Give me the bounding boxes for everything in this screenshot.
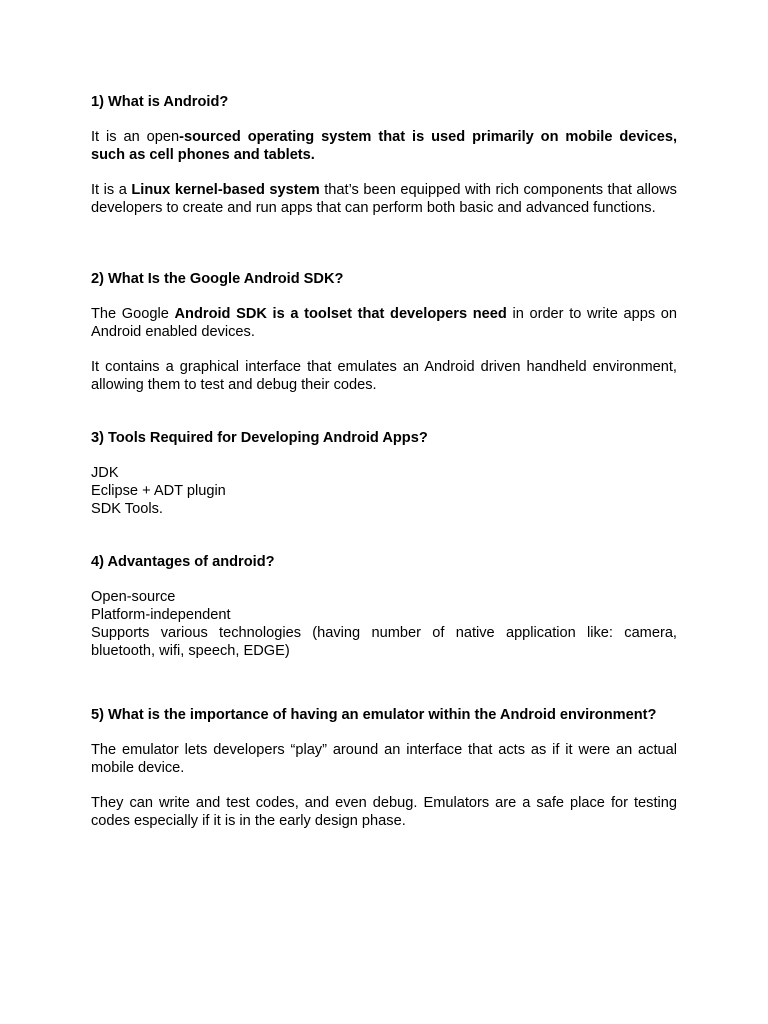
answer-2-p1-text-pre: The Google — [91, 306, 175, 322]
answer-2-p1-bold: Android SDK is a toolset that developers need — [174, 306, 507, 322]
answer-2-p1-text-post: in order to write apps on Android enabled devices. — [91, 306, 677, 340]
list-item: Platform-independent — [91, 607, 231, 623]
question-1-heading: 1) What is Android? — [91, 94, 229, 110]
answer-1-paragraph-1 — [91, 128, 677, 164]
answer-5-paragraph-1: The emulator lets developers “play” around an interface that acts as if it were an actual mobile device. — [91, 742, 677, 776]
answer-1-p2-text-pre: It is a — [91, 182, 132, 198]
question-2-heading: 2) What Is the Google Android SDK? — [91, 271, 344, 287]
answer-1-p1-bold: -sourced operating system that is used primarily on mobile devices, such as cell phones and tablets. — [91, 129, 677, 163]
tools-list — [91, 464, 677, 518]
question-3-heading: 3) Tools Required for Developing Android Apps? — [91, 430, 428, 446]
question-4-heading: 4) Advantages of android? — [91, 554, 275, 570]
question-5-heading: 5) What is the importance of having an emulator within the Android environment? — [91, 707, 657, 723]
document-content — [91, 93, 677, 830]
answer-5-paragraph-2: They can write and test codes, and even debug. Emulators are a safe place for testing codes especially if it is in the early design phase. — [91, 795, 677, 829]
answer-1-p1-text: It is an open — [91, 129, 180, 145]
answer-2-paragraph-1 — [91, 305, 677, 341]
answer-2-paragraph-2: It contains a graphical interface that emulates an Android driven handheld environment, allowing them to test and debug their codes. — [91, 359, 677, 393]
advantages-list — [91, 588, 677, 660]
list-item: JDK — [91, 465, 119, 481]
answer-1-p2-text-post: that’s been equipped with rich components that allows developers to create and run apps that can perform both basic and advanced functions. — [91, 182, 677, 216]
answer-1-paragraph-2 — [91, 181, 677, 217]
list-item: SDK Tools. — [91, 501, 163, 517]
list-item: Open-source — [91, 589, 176, 605]
list-item: Supports various technologies (having number of native application like: camera, bluetooth, wifi, speech, EDGE) — [91, 625, 677, 659]
answer-1-p2-bold: Linux kernel-based system — [131, 182, 320, 198]
list-item: Eclipse + ADT plugin — [91, 483, 226, 499]
